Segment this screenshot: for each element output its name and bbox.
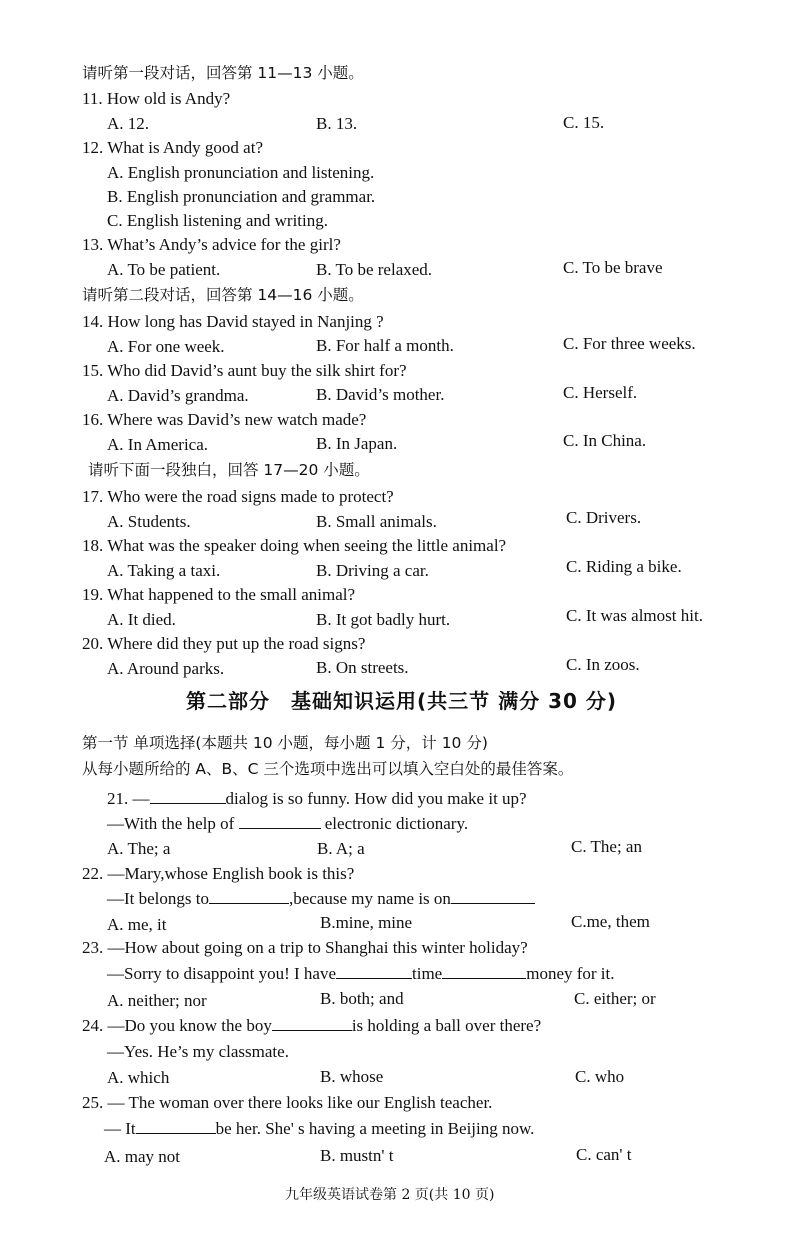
line-text: electronic dictionary.: [320, 814, 469, 833]
line-q22: [82, 863, 354, 885]
page-footer: 九年级英语试卷第 2 页(共 10 页): [285, 1187, 495, 1203]
line-q19-b: B. It got badly hurt.: [316, 610, 451, 629]
line-q15-a: A. David’s grandma.: [107, 386, 249, 405]
line-instr-2: 请听第二段对话，回答第 14—16 小题。: [82, 286, 364, 304]
line-q15-b: B. David’s mother.: [316, 385, 445, 404]
line-q25-r: [104, 1118, 534, 1140]
answer-blank: [442, 963, 526, 979]
q21-opts-option-b: B. A; a: [317, 839, 365, 858]
line-q18-a: A. Taking a taxi.: [107, 561, 221, 580]
line-q19-c: C. It was almost hit.: [566, 606, 703, 625]
q21-opts-option-a: A. The; a: [107, 839, 171, 858]
line-q16-a: A. In America.: [107, 435, 209, 454]
line-q25-a-opt: A. may not: [104, 1147, 181, 1166]
line-text: 22. —Mary,whose English book is this?: [82, 864, 355, 883]
line-text: —It belongs to: [107, 889, 209, 908]
line-text: be her. She' s having a meeting in Beijing now.: [215, 1119, 535, 1138]
q23-opts-option-a: A. neither; nor: [107, 991, 207, 1010]
line-text: ,because my name is on: [289, 889, 451, 908]
line-q12-a: A. English pronunciation and listening.: [107, 163, 375, 182]
line-text: is holding a ball over there?: [351, 1016, 542, 1035]
line-sec1-instr: 从每小题所给的 A、B、C 三个选项中选出可以填入空白处的最佳答案。: [82, 760, 574, 778]
line-q15: 15. Who did David’s aunt buy the silk shirt for?: [82, 361, 407, 380]
line-q20: 20. Where did they put up the road signs?: [82, 634, 366, 653]
line-text: —Sorry to disappoint you! I have: [107, 964, 336, 983]
line-text: money for it.: [526, 964, 615, 983]
line-q18-c: C. Riding a bike.: [566, 557, 682, 576]
line-q24-b-opt: B. whose: [320, 1067, 384, 1086]
line-q24-a-opt: A. which: [107, 1068, 170, 1087]
line-q14-a: A. For one week.: [107, 337, 225, 356]
line-q24-c-opt: C. who: [575, 1067, 625, 1086]
line-q12: 12. What is Andy good at?: [82, 138, 263, 157]
line-q11: 11. How old is Andy?: [82, 89, 231, 108]
line-text: —With the help of: [107, 814, 239, 833]
line-q11-b: B. 13.: [316, 114, 358, 133]
line-q19: 19. What happened to the small animal?: [82, 585, 356, 604]
line-q17-b: B. Small animals.: [316, 512, 437, 531]
line-text: time: [412, 964, 443, 983]
answer-blank: [239, 813, 321, 829]
line-q13-c: C. To be brave: [563, 258, 663, 277]
line-part2-title: 第二部分 基础知识运用(共三节 满分 30 分): [186, 689, 618, 713]
line-text: 21. —: [107, 789, 150, 808]
line-q12-c: C. English listening and writing.: [107, 211, 328, 230]
line-q25: [82, 1092, 492, 1114]
line-q11-c: C. 15.: [563, 113, 605, 132]
line-q18-b: B. Driving a car.: [316, 561, 429, 580]
line-q23: [82, 937, 528, 959]
q22-opts-option-c: C.me, them: [571, 912, 650, 931]
line-q22-r: [107, 888, 535, 910]
line-text: 23. —How about going on a trip to Shanghai this winter holiday?: [82, 938, 528, 957]
line-q16-c: C. In China.: [563, 431, 647, 450]
line-q13-b: B. To be relaxed.: [316, 260, 433, 279]
q23-opts-option-c: C. either; or: [574, 989, 656, 1008]
line-q20-c: C. In zoos.: [566, 655, 640, 674]
answer-blank: [336, 963, 412, 979]
line-q12-b: B. English pronunciation and grammar.: [107, 187, 376, 206]
line-q17-a: A. Students.: [107, 512, 191, 531]
line-q11-a: A. 12.: [107, 114, 150, 133]
q24-r-option-a: —Yes. He’s my classmate.: [107, 1042, 289, 1061]
line-instr-3: 请听下面一段独白，回答 17—20 小题。: [88, 461, 370, 479]
line-q25-b-opt: B. mustn' t: [320, 1146, 394, 1165]
line-q14-c: C. For three weeks.: [563, 334, 696, 353]
line-q20-b: B. On streets.: [316, 658, 409, 677]
line-q25-c-opt: C. can' t: [576, 1145, 632, 1164]
line-q16-b: B. In Japan.: [316, 434, 398, 453]
line-q15-c: C. Herself.: [563, 383, 638, 402]
line-q21: [107, 788, 527, 810]
line-q20-a: A. Around parks.: [107, 659, 225, 678]
q23-opts-option-b: B. both; and: [320, 989, 404, 1008]
answer-blank: [451, 888, 535, 904]
line-q24: [82, 1015, 541, 1037]
line-q18: 18. What was the speaker doing when seeing the little animal?: [82, 536, 507, 555]
line-q14-b: B. For half a month.: [316, 336, 454, 355]
answer-blank: [150, 788, 226, 804]
q22-opts-option-a: A. me, it: [107, 915, 167, 934]
line-q17: 17. Who were the road signs made to protect?: [82, 487, 394, 506]
line-text: — It: [104, 1119, 136, 1138]
answer-blank: [136, 1118, 216, 1134]
line-sec1: 第一节 单项选择(本题共 10 小题，每小题 1 分，计 10 分): [82, 734, 488, 752]
line-text: dialog is so funny. How did you make it up?: [225, 789, 527, 808]
line-q21-r: [107, 813, 468, 835]
q21-opts-option-c: C. The; an: [571, 837, 642, 856]
q22-opts-option-b: B.mine, mine: [320, 913, 413, 932]
answer-blank: [272, 1015, 352, 1031]
answer-blank: [209, 888, 289, 904]
line-q16: 16. Where was David’s new watch made?: [82, 410, 367, 429]
line-text: 25. — The woman over there looks like our English teacher.: [82, 1093, 493, 1112]
line-q23-r: [107, 963, 615, 985]
line-q17-c: C. Drivers.: [566, 508, 642, 527]
line-text: 24. —Do you know the boy: [82, 1016, 272, 1035]
line-q13-a: A. To be patient.: [107, 260, 221, 279]
line-q14: 14. How long has David stayed in Nanjing ?: [82, 312, 384, 331]
line-instr-1: 请听第一段对话，回答第 11—13 小题。: [82, 64, 364, 82]
line-q19-a: A. It died.: [107, 610, 176, 629]
line-q13: 13. What’s Andy’s advice for the girl?: [82, 235, 341, 254]
